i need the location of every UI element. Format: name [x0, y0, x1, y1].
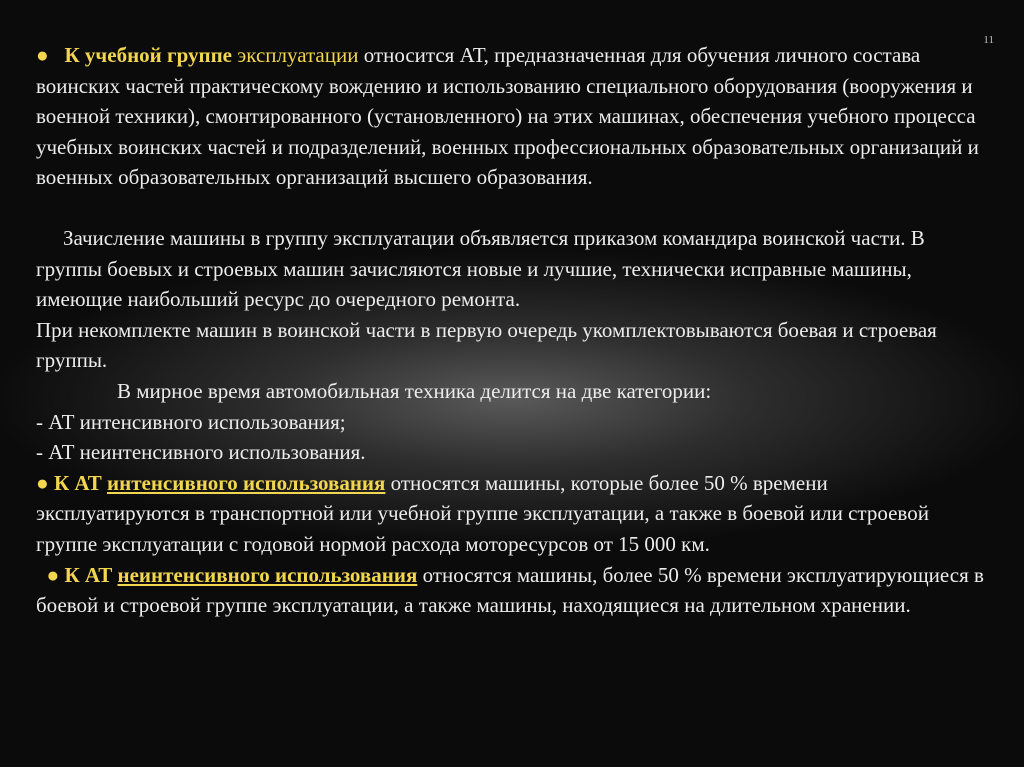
list-item-intensive: - АТ интенсивного использования;: [36, 409, 346, 434]
spacer: [36, 193, 984, 223]
paragraph-text: относятся машины, более 50 % времени эксплуатирующиеся в боевой и строевой группе эксплуатации, а также машины, находящиеся на длительном хранении.: [36, 562, 984, 618]
paragraph-text: Зачисление машины в группу эксплуатации объявляется приказом командира воинской части. В группы боевых и строевых машин зачисляются новые и лучшие, технически исправные машины, имеющие наибольший ресурс до очередного ремонта.: [36, 225, 925, 312]
paragraph-text: относятся машины, которые более 50 % времени эксплуатируются в транспортной или учебной группе эксплуатации, а также в боевой или строевой группе эксплуатации с годовой нормой расхода моторесурсов от 15 000 км.: [36, 470, 929, 556]
highlight-term-underlined: неинтенсивного использования: [117, 562, 418, 587]
paragraph-enrollment: [36, 223, 984, 315]
paragraph-text: В мирное время автомобильная техника делится на две категории:: [117, 378, 712, 403]
slide-content: [36, 40, 984, 621]
highlight-term-underlined: интенсивного использования: [107, 470, 386, 495]
bullet-marker: ●: [36, 470, 49, 495]
paragraph-intensive: [36, 468, 984, 560]
list-item-nonintensive: - АТ неинтенсивного использования.: [36, 440, 366, 465]
paragraph-categories: [36, 376, 984, 407]
bullet-marker: ●: [36, 43, 49, 67]
paragraph-nonintensive: [36, 560, 984, 621]
page-number: 11: [983, 34, 994, 46]
bullet-marker: ●: [46, 562, 60, 587]
paragraph-text: При некомплекте машин в воинской части в первую очередь укомплектовываются боевая и строевая группы.: [36, 317, 937, 373]
highlight-term: К АТ: [53, 470, 102, 495]
paragraph-shortage: [36, 315, 984, 376]
paragraph-text: относится АТ, предназначенная для обучения личного состава воинских частей практическому вождению и использованию специального оборудования (вооружения и военной техники), смонтированного (установленного) на этих машинах, обеспечения учебного процесса учебных воинских частей и подразделений, военных профессиональных образовательных организаций и военных образовательных организаций высшего образования.: [36, 43, 979, 190]
highlight-term-cont: эксплуатации: [237, 43, 359, 67]
paragraph-training-group: [36, 40, 984, 193]
highlight-term: К учебной группе: [64, 43, 232, 67]
highlight-term: К АТ: [64, 562, 113, 587]
